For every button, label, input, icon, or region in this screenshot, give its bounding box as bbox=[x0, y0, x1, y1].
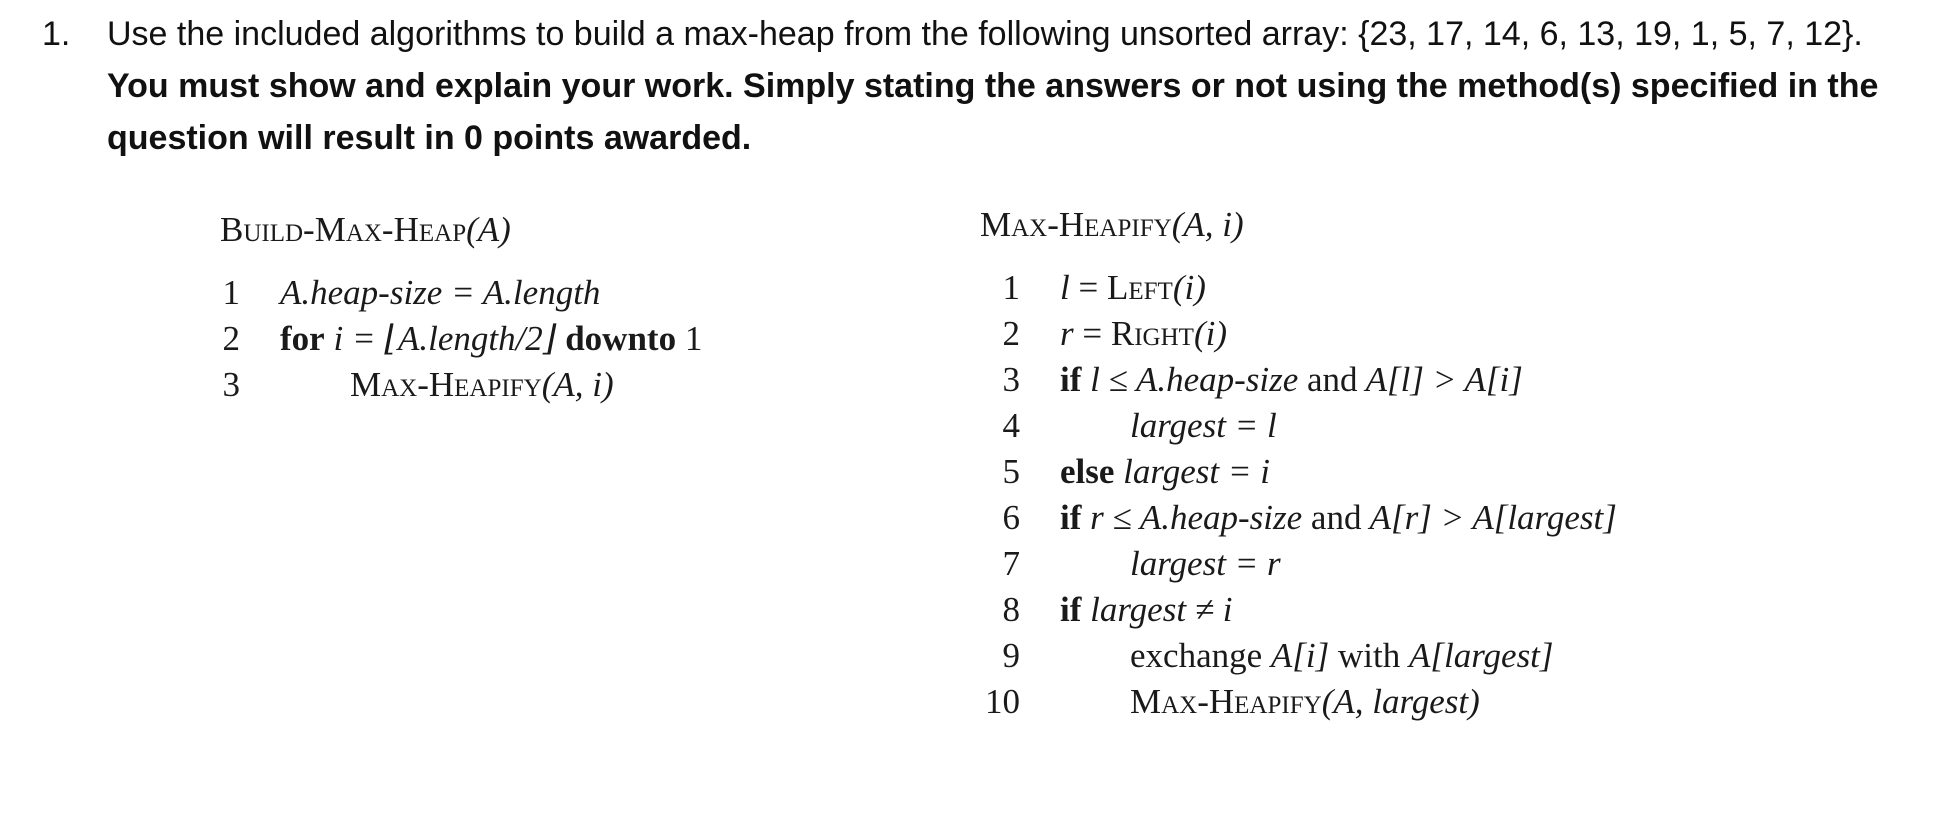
loop-end: 1 bbox=[676, 319, 703, 358]
line-number: 3 bbox=[1002, 360, 1020, 399]
keyword-else: else bbox=[1060, 452, 1115, 491]
line-number: 6 bbox=[1002, 498, 1020, 537]
line-number: 9 bbox=[1002, 636, 1020, 675]
loop-range: = ⌊A.length/2⌋ bbox=[343, 319, 566, 358]
keyword-and: and bbox=[1310, 498, 1362, 537]
operand-b: A[largest] bbox=[1408, 636, 1554, 675]
condition: r ≤ A.heap-size bbox=[1081, 498, 1311, 537]
keyword-if: if bbox=[1060, 498, 1082, 537]
line-number: 1 bbox=[222, 273, 240, 312]
line-code: largest = l bbox=[1130, 406, 1277, 445]
question-intro: Use the included algorithms to build a max-heap from the following unsorted array: {23, 17, 14, 6, 13, 19, 1, 5, 7, 12}. bbox=[107, 15, 1863, 53]
line-number: 8 bbox=[1002, 590, 1020, 629]
line-code bbox=[1060, 357, 1523, 403]
line-code bbox=[1060, 495, 1617, 541]
keyword-if: if bbox=[1060, 590, 1082, 629]
line-code bbox=[1060, 587, 1233, 633]
condition: A[r] > A[largest] bbox=[1361, 498, 1617, 537]
line-number: 10 bbox=[985, 682, 1020, 721]
max-heapify-title bbox=[980, 205, 1244, 245]
condition: l ≤ A.heap-size bbox=[1081, 360, 1308, 399]
condition: A[l] > A[i] bbox=[1357, 360, 1523, 399]
call-args: (A, i) bbox=[541, 365, 614, 404]
line-code: largest = r bbox=[1130, 544, 1281, 583]
question-number: 1. bbox=[42, 15, 71, 53]
operand-a: A[i] bbox=[1270, 636, 1330, 675]
equals: = bbox=[1069, 268, 1107, 307]
line-code bbox=[350, 362, 614, 408]
fn-left: Left bbox=[1106, 268, 1173, 307]
line-number: 3 bbox=[222, 365, 240, 404]
equals: = bbox=[1073, 314, 1111, 353]
fn-arg: (i) bbox=[1172, 268, 1206, 307]
line-number: 2 bbox=[1002, 314, 1020, 353]
line-code bbox=[1060, 449, 1270, 495]
call-name: Max-Heapify bbox=[1130, 682, 1322, 721]
line-number: 7 bbox=[1002, 544, 1020, 583]
line-number: 4 bbox=[1002, 406, 1020, 445]
line-number: 5 bbox=[1002, 452, 1020, 491]
question-instructions: You must show and explain your work. Simply stating the answers or not using the method(s) specified in the question will result in 0 points awarded. bbox=[107, 67, 1879, 157]
word-exchange: exchange bbox=[1130, 636, 1271, 675]
var-r: r bbox=[1060, 314, 1074, 353]
line-code bbox=[1060, 311, 1227, 357]
keyword-and: and bbox=[1307, 360, 1358, 399]
call-args: (A, largest) bbox=[1321, 682, 1480, 721]
keyword-if: if bbox=[1060, 360, 1082, 399]
line-code: A.heap-size = A.length bbox=[280, 273, 601, 312]
line-code bbox=[1130, 679, 1480, 725]
line-code bbox=[1060, 265, 1206, 311]
max-heapify-title-name: Max-Heapify bbox=[980, 205, 1172, 244]
keyword-downto: downto bbox=[565, 319, 677, 358]
word-with: with bbox=[1329, 636, 1409, 675]
build-max-heap-title-name: Build-Max-Heap bbox=[220, 210, 467, 249]
fn-right: Right bbox=[1110, 314, 1194, 353]
var-l: l bbox=[1060, 268, 1070, 307]
call-name: Max-Heapify bbox=[350, 365, 542, 404]
assignment: largest = i bbox=[1114, 452, 1270, 491]
keyword-for: for bbox=[280, 319, 325, 358]
fn-arg: (i) bbox=[1193, 314, 1227, 353]
line-code bbox=[1130, 633, 1554, 679]
loop-var: i bbox=[333, 319, 344, 358]
build-max-heap-title-args: (A) bbox=[466, 210, 511, 249]
question-text bbox=[107, 8, 1917, 164]
max-heapify-title-args: (A, i) bbox=[1171, 205, 1244, 244]
build-max-heap-title bbox=[220, 210, 511, 250]
condition: largest ≠ i bbox=[1081, 590, 1233, 629]
line-number: 2 bbox=[222, 319, 240, 358]
line-number: 1 bbox=[1002, 268, 1020, 307]
line-code bbox=[280, 316, 702, 362]
